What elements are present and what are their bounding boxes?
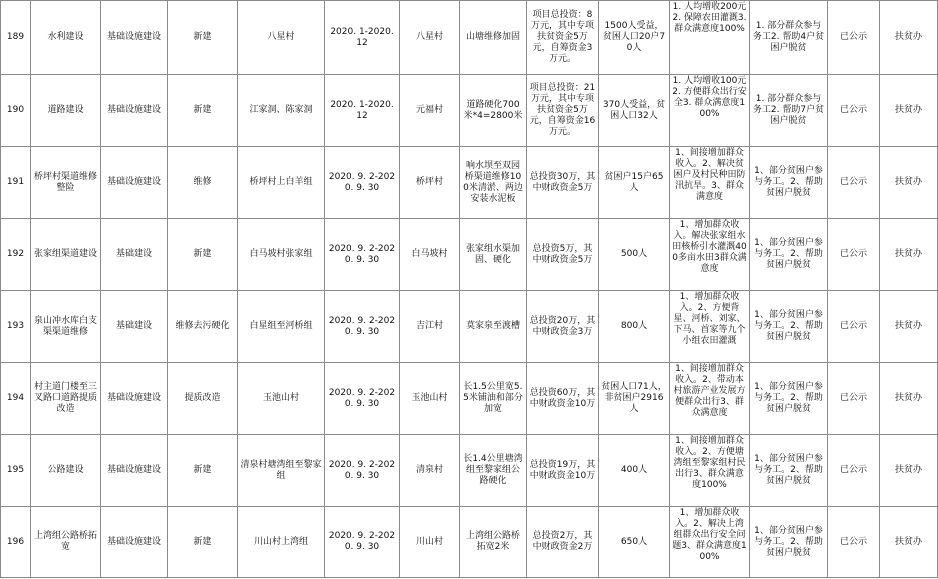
village: 玉池山村 — [400, 363, 460, 435]
performance-goal-text: 1、间接增加群众收入。2、解决贫困户及村民种田防汛抗旱。3、群众满意度 — [673, 148, 746, 202]
benefit-mechanism: 1、部分贫困户参与务工。2、帮助贫困户脱贫 — [750, 291, 828, 363]
construction-type: 新建 — [168, 219, 238, 291]
table-row — [1, 435, 938, 507]
project-location: 江家洞、陈家洞 — [238, 75, 325, 147]
benefit-mechanism: 1、部分贫困户参与务工。2、帮助贫困户脱贫 — [750, 435, 828, 507]
row-number: 192 — [1, 219, 31, 291]
project-period: 2020. 9. 2-2020. 9. 30 — [325, 507, 400, 578]
village: 八星村 — [400, 1, 460, 75]
project-name: 上湾组公路桥拓宽 — [31, 507, 101, 578]
funding: 项目总投资：8万元，其中专项扶贫资金5万元，自筹资金3万元。 — [527, 1, 599, 75]
construction-type: 新建 — [168, 435, 238, 507]
performance-goal — [670, 507, 750, 578]
project-category: 基础设施建设 — [101, 363, 168, 435]
table-row — [1, 291, 938, 363]
project-content: 上湾组公路桥拓宽2米 — [460, 507, 527, 578]
project-period: 2020. 9. 2-2020. 9. 30 — [325, 291, 400, 363]
project-name: 桥坪村渠道维修整险 — [31, 147, 101, 219]
publicity-status: 已公示 — [828, 1, 880, 75]
performance-goal-text: 1. 人均增收100元2. 方便群众出行安全3. 群众满意度100% — [672, 76, 747, 119]
construction-type: 新建 — [168, 507, 238, 578]
funding: 总投资60万，其中财政资金10万 — [527, 363, 599, 435]
beneficiaries: 370人受益，贫困人口32人 — [599, 75, 670, 147]
benefit-mechanism: 1. 部分群众参与务工2. 帮助7户贫困户脱贫 — [750, 75, 828, 147]
beneficiaries: 贫困户15户65人 — [599, 147, 670, 219]
row-number: 193 — [1, 291, 31, 363]
row-number: 196 — [1, 507, 31, 578]
project-category: 基础设施建设 — [101, 435, 168, 507]
project-category: 基础设施建设 — [101, 147, 168, 219]
project-location: 八星村 — [238, 1, 325, 75]
project-category: 基础设施建设 — [101, 75, 168, 147]
project-name: 公路建设 — [31, 435, 101, 507]
performance-goal — [670, 435, 750, 507]
funding: 总投资5万，其中财政资金5万 — [527, 219, 599, 291]
project-location: 清泉村塘湾组至黎家组 — [238, 435, 325, 507]
funding: 总投资30万，其中财政资金5万 — [527, 147, 599, 219]
benefit-mechanism: 1、部分贫困户参与务工。2、帮助贫困户脱贫 — [750, 507, 828, 578]
project-content: 长1.4公里塘湾组至黎家组公路硬化 — [460, 435, 527, 507]
project-name: 泉山冲水库白支渠渠道维修 — [31, 291, 101, 363]
project-category: 基础建设 — [101, 291, 168, 363]
responsible-department: 扶贫办 — [880, 291, 938, 363]
performance-goal — [670, 147, 750, 219]
project-name: 张家组渠道建设 — [31, 219, 101, 291]
responsible-department: 扶贫办 — [880, 363, 938, 435]
village: 元福村 — [400, 75, 460, 147]
project-location: 川山村上湾组 — [238, 507, 325, 578]
row-number: 195 — [1, 435, 31, 507]
responsible-department: 扶贫办 — [880, 75, 938, 147]
village: 白马坡村 — [400, 219, 460, 291]
project-location: 白星组至河桥组 — [238, 291, 325, 363]
funding: 总投资2万，其中财政资金2万 — [527, 507, 599, 578]
publicity-status: 已公示 — [828, 435, 880, 507]
project-content: 长1.5公里宽5. 5米铺油和部分加宽 — [460, 363, 527, 435]
beneficiaries: 贫困人口71人，非贫困户2916人 — [599, 363, 670, 435]
project-content: 响水坝至双园桥渠道维修100米清淤、两边安装水泥板 — [460, 147, 527, 219]
table-row — [1, 147, 938, 219]
performance-goal-text: 1、增加群众收入。2、方便背星、河桥、刘家、下马、首家等九个小组农田灌溉 — [673, 292, 746, 346]
publicity-status: 已公示 — [828, 507, 880, 578]
publicity-status: 已公示 — [828, 291, 880, 363]
project-content: 道路硬化700米*4=2800米 — [460, 75, 527, 147]
funding: 总投资20万，其中财政资金3万 — [527, 291, 599, 363]
benefit-mechanism: 1、部分贫困户参与务工。2、帮助贫困户脱贫 — [750, 147, 828, 219]
project-period: 2020. 9. 2-2020. 9. 30 — [325, 363, 400, 435]
construction-type: 新建 — [168, 75, 238, 147]
project-content: 张家组水渠加固、硬化 — [460, 219, 527, 291]
table-row — [1, 1, 938, 75]
construction-type: 维修去污硬化 — [168, 291, 238, 363]
project-category: 基础建设 — [101, 219, 168, 291]
responsible-department: 扶贫办 — [880, 435, 938, 507]
construction-type: 提质改造 — [168, 363, 238, 435]
village: 清泉村 — [400, 435, 460, 507]
performance-goal-text: 1、增加群众收入。解决张家组水田核桥引水灌溉400多亩水田3群众满意度 — [672, 220, 747, 274]
project-name: 村主道门楼至三叉路口道路提质改造 — [31, 363, 101, 435]
project-period: 2020. 1-2020. 12 — [325, 1, 400, 75]
publicity-status: 已公示 — [828, 147, 880, 219]
project-name: 道路建设 — [31, 75, 101, 147]
performance-goal — [670, 75, 750, 147]
project-location: 玉池山村 — [238, 363, 325, 435]
funding: 项目总投资：21万元，其中专项扶贫资金5万元，自筹资金16万元。 — [527, 75, 599, 147]
beneficiaries: 500人 — [599, 219, 670, 291]
project-location: 白马坡村张家组 — [238, 219, 325, 291]
row-number: 190 — [1, 75, 31, 147]
benefit-mechanism: 1、部分贫困户参与务工。2、帮助贫困户脱贫 — [750, 363, 828, 435]
project-period: 2020. 9. 2-2020. 9. 30 — [325, 219, 400, 291]
construction-type: 维修 — [168, 147, 238, 219]
village: 川山村 — [400, 507, 460, 578]
project-category: 基础设施建设 — [101, 1, 168, 75]
performance-goal-text: 1、间接增加群众收入。2、方便塘湾组至黎家组村民出行3、群众满意度100% — [673, 436, 746, 490]
village: 吉江村 — [400, 291, 460, 363]
performance-goal — [670, 363, 750, 435]
project-location: 桥坪村上白羊组 — [238, 147, 325, 219]
responsible-department: 扶贫办 — [880, 507, 938, 578]
funding: 总投资19万，其中财政资金10万 — [527, 435, 599, 507]
publicity-status: 已公示 — [828, 363, 880, 435]
performance-goal — [670, 291, 750, 363]
project-period: 2020. 1-2020. 12 — [325, 75, 400, 147]
beneficiaries: 650人 — [599, 507, 670, 578]
publicity-status: 已公示 — [828, 219, 880, 291]
table-row — [1, 363, 938, 435]
village: 桥坪村 — [400, 147, 460, 219]
row-number: 194 — [1, 363, 31, 435]
responsible-department: 扶贫办 — [880, 1, 938, 75]
table-row — [1, 75, 938, 147]
beneficiaries: 800人 — [599, 291, 670, 363]
row-number: 191 — [1, 147, 31, 219]
performance-goal-text: 1、间接增加群众收入。2、带动本村旅游产业发展方便群众出行3、群众满意度 — [673, 364, 746, 418]
table-row — [1, 219, 938, 291]
project-category: 基础设施建设 — [101, 507, 168, 578]
project-name: 水利建设 — [31, 1, 101, 75]
responsible-department: 扶贫办 — [880, 219, 938, 291]
project-period: 2020. 9. 2-2020. 9. 30 — [325, 147, 400, 219]
table-body — [1, 1, 938, 578]
responsible-department: 扶贫办 — [880, 147, 938, 219]
construction-type: 新建 — [168, 1, 238, 75]
performance-goal — [670, 1, 750, 75]
benefit-mechanism: 1. 部分群众参与务工2. 帮助4户贫困户脱贫 — [750, 1, 828, 75]
performance-goal-text: 1、增加群众收入。2、解决上湾组群众出行安全问题3、群众满意度100% — [672, 508, 747, 562]
table-row — [1, 507, 938, 578]
benefit-mechanism: 1、部分贫困户参与务工。2、帮助贫困户脱贫 — [750, 219, 828, 291]
performance-goal-text: 1. 人均增收200元2. 保障农田灌溉3. 群众满意度100% — [672, 2, 747, 34]
row-number: 189 — [1, 1, 31, 75]
publicity-status: 已公示 — [828, 75, 880, 147]
project-content: 山塘维修加固 — [460, 1, 527, 75]
beneficiaries: 400人 — [599, 435, 670, 507]
project-content: 莫家泉至渡槽 — [460, 291, 527, 363]
beneficiaries: 1500人受益，贫困人口20户70人 — [599, 1, 670, 75]
performance-goal — [670, 219, 750, 291]
project-period: 2020. 9. 2-2020. 9. 30 — [325, 435, 400, 507]
